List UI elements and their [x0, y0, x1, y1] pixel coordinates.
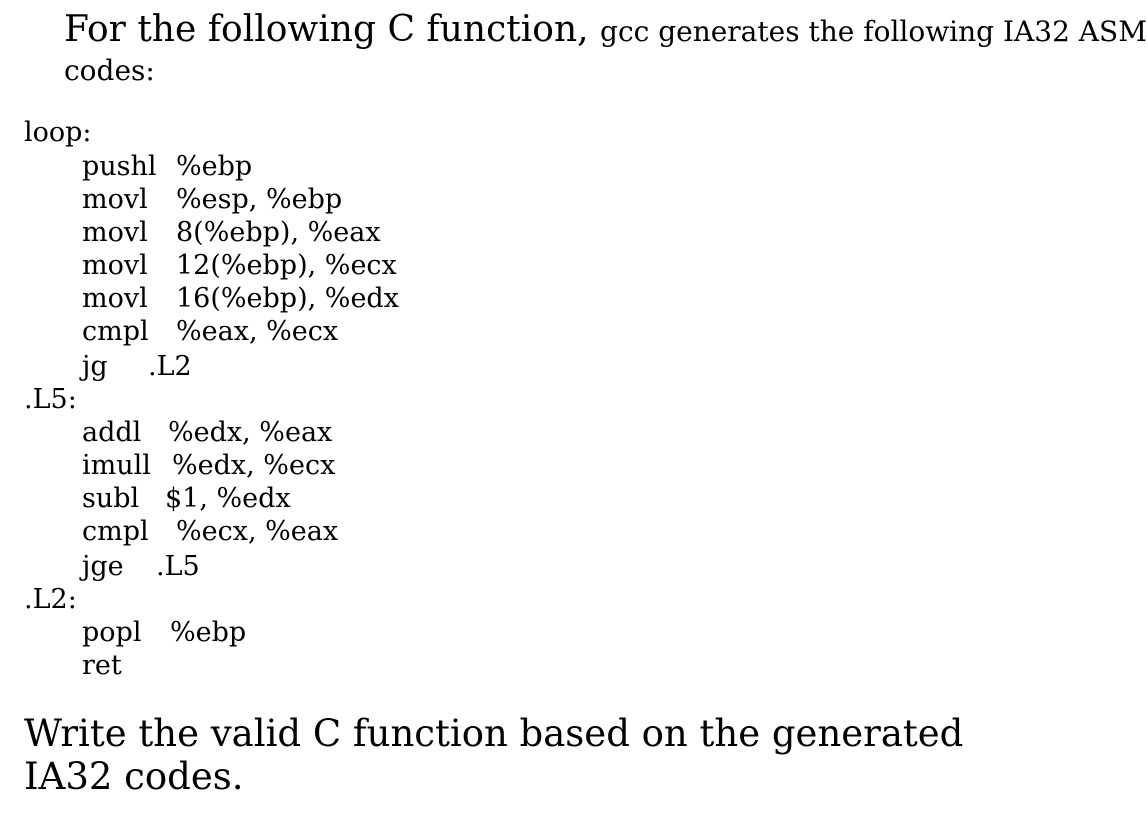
code-op: imull [82, 450, 151, 481]
code-line [82, 616, 247, 649]
code-op: movl [82, 217, 148, 248]
code-line [82, 282, 399, 315]
code-args: %edx, %ecx [172, 450, 336, 481]
code-line [82, 649, 122, 682]
code-args: $1, %edx [165, 483, 291, 514]
code-line [82, 449, 336, 482]
code-line [82, 216, 381, 249]
code-op: movl [82, 250, 148, 281]
code-args: 8(%ebp), %eax [176, 217, 381, 248]
code-op: movl [82, 283, 148, 314]
code-op: cmpl [82, 516, 149, 547]
label-l2: .L2: [24, 584, 77, 615]
code-op: ret [82, 650, 122, 681]
label-loop: loop: [24, 117, 92, 148]
code-line [82, 150, 253, 183]
code-args: %ebp [170, 617, 247, 648]
code-line [82, 315, 339, 348]
code-args: %eax, %ecx [176, 316, 339, 347]
code-line [82, 515, 339, 548]
code-args: 12(%ebp), %ecx [176, 250, 397, 281]
code-op: movl [82, 184, 148, 215]
code-op: cmpl [82, 316, 149, 347]
code-args: %edx, %eax [168, 417, 333, 448]
code-args: .L5 [156, 551, 200, 582]
intro-line-1 [64, 6, 1147, 54]
code-line [82, 550, 200, 583]
code-line [82, 482, 291, 515]
code-args: %ebp [176, 151, 253, 182]
code-op: popl [82, 617, 142, 648]
code-op: jge [82, 551, 124, 582]
code-op: subl [82, 483, 140, 514]
code-line [82, 350, 192, 383]
code-args: .L2 [148, 351, 192, 382]
intro-small-text: gcc generates the following IA32 ASM [600, 15, 1147, 48]
code-op: pushl [82, 151, 157, 182]
intro-line-2: codes: [64, 54, 155, 87]
code-op: jg [82, 351, 108, 382]
code-op: addl [82, 417, 142, 448]
question-text: Write the valid C function based on the generated IA32 codes. [24, 712, 964, 798]
label-l5: .L5: [24, 384, 77, 415]
code-line [82, 416, 333, 449]
code-line [82, 249, 397, 282]
intro-large-text: For the following C function, [64, 9, 601, 50]
code-line [82, 183, 343, 216]
code-args: %esp, %ebp [176, 184, 343, 215]
code-args: %ecx, %eax [176, 516, 339, 547]
intro-text [64, 6, 1147, 88]
code-args: 16(%ebp), %edx [176, 283, 399, 314]
